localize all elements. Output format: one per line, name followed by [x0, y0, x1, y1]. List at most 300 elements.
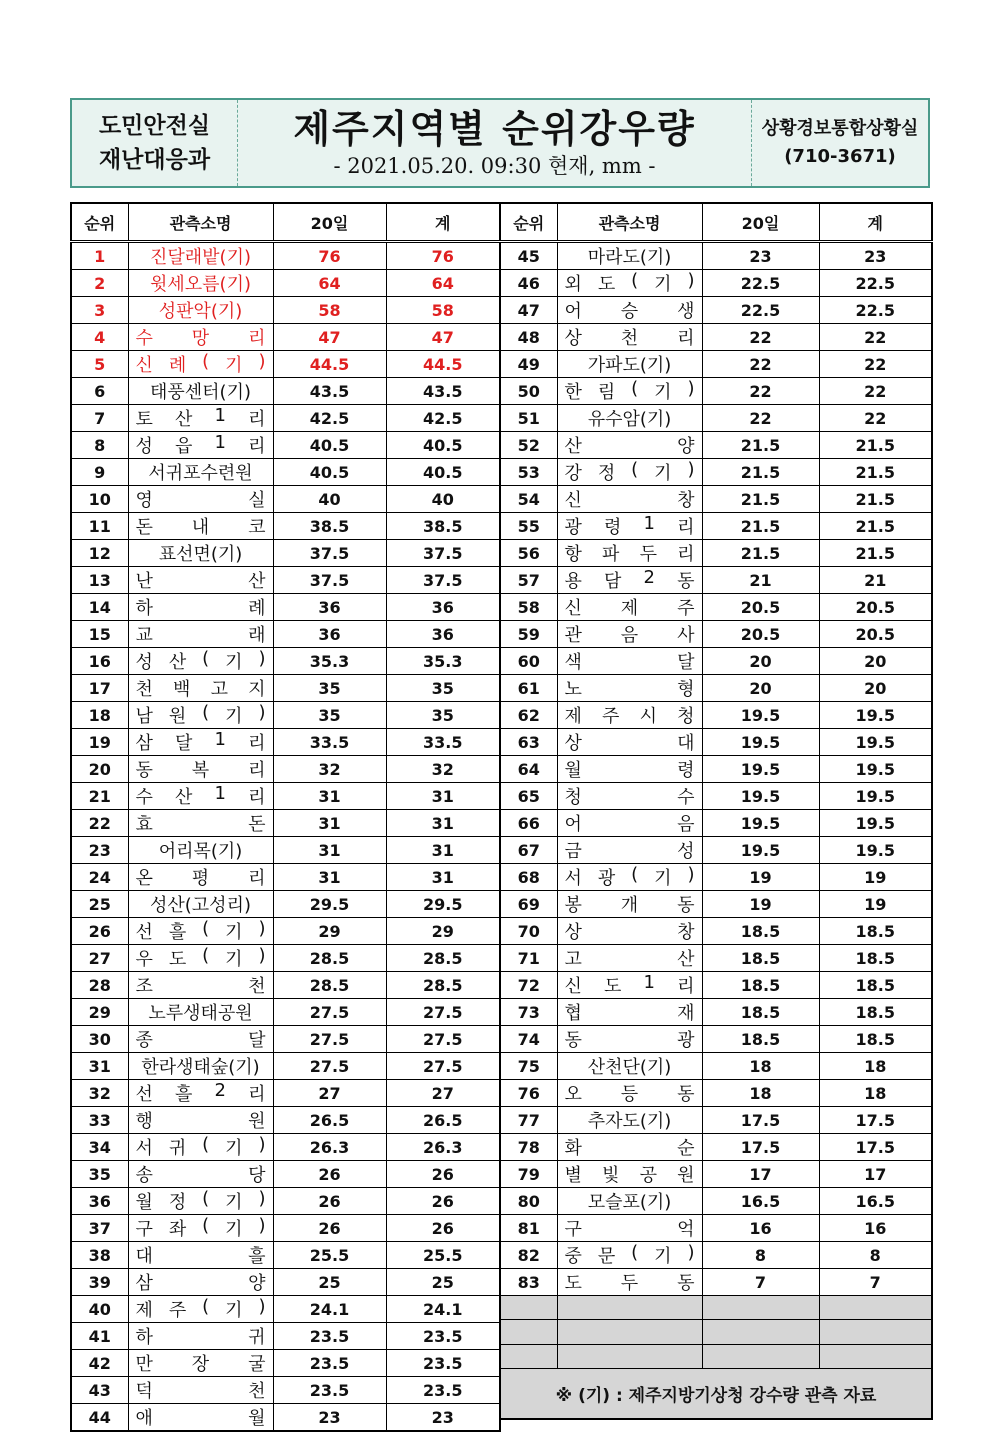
- station-name: 영 실: [135, 490, 266, 511]
- total-rainfall-cell: 17: [819, 1161, 932, 1188]
- station-name: 종 달: [135, 1030, 266, 1051]
- day-rainfall-cell: 40: [273, 486, 386, 513]
- rank-cell: 23: [71, 837, 128, 864]
- day-rainfall-cell: 26.3: [273, 1134, 386, 1161]
- table-row: [500, 675, 932, 702]
- table-row: [500, 324, 932, 351]
- table-row: [500, 945, 932, 972]
- rank-cell: 61: [500, 675, 557, 702]
- station-name-cell: [128, 1161, 273, 1188]
- rank-cell: 21: [71, 783, 128, 810]
- empty-cell: [819, 1344, 932, 1368]
- report-title: 제주지역별 순위강우량: [293, 107, 696, 151]
- table-row: [500, 756, 932, 783]
- station-name: 선 흘 2 리: [135, 1080, 266, 1105]
- rank-cell: 68: [500, 864, 557, 891]
- column-header-total: 계: [819, 203, 932, 242]
- total-rainfall-cell: 7: [819, 1269, 932, 1296]
- total-rainfall-cell: 23: [819, 242, 932, 270]
- station-name-cell: [557, 567, 702, 594]
- table-row: [71, 324, 500, 351]
- station-name: 금 성: [564, 841, 695, 862]
- station-name: 노루생태공원: [148, 1003, 253, 1024]
- total-rainfall-cell: 22.5: [819, 270, 932, 297]
- rank-cell: 32: [71, 1080, 128, 1107]
- day-rainfall-cell: 36: [273, 621, 386, 648]
- rank-cell: 17: [71, 675, 128, 702]
- station-name-cell: [557, 621, 702, 648]
- table-row: [71, 756, 500, 783]
- day-rainfall-cell: 19.5: [702, 837, 819, 864]
- total-rainfall-cell: 37.5: [386, 567, 500, 594]
- station-name: 수 산 1 리: [135, 783, 266, 808]
- rank-cell: 59: [500, 621, 557, 648]
- empty-cell: [819, 1296, 932, 1320]
- station-name-cell: [128, 1080, 273, 1107]
- table-row: [71, 513, 500, 540]
- day-rainfall-cell: 17.5: [702, 1134, 819, 1161]
- station-name: 추자도(기): [587, 1111, 672, 1132]
- station-name-cell: [557, 918, 702, 945]
- rank-cell: 15: [71, 621, 128, 648]
- total-rainfall-cell: 26.3: [386, 1134, 500, 1161]
- rank-cell: 41: [71, 1323, 128, 1350]
- rank-cell: 73: [500, 999, 557, 1026]
- rank-cell: 20: [71, 756, 128, 783]
- table-row: [71, 864, 500, 891]
- station-name: 만 장 굴: [135, 1354, 266, 1375]
- report-subtitle: - 2021.05.20. 09:30 현재, mm -: [333, 154, 656, 178]
- station-name: 진달래밭(기): [150, 247, 251, 268]
- station-name: 산 양: [564, 436, 695, 457]
- day-rainfall-cell: 37.5: [273, 540, 386, 567]
- empty-row: [500, 1296, 932, 1320]
- station-name: 교 래: [135, 625, 266, 646]
- station-name: 봉 개 동: [564, 895, 695, 916]
- rank-cell: 48: [500, 324, 557, 351]
- station-name-cell: [128, 1296, 273, 1323]
- station-name: 청 수: [564, 787, 695, 808]
- total-rainfall-cell: 20.5: [819, 594, 932, 621]
- day-rainfall-cell: 20: [702, 675, 819, 702]
- station-name-cell: [557, 756, 702, 783]
- total-rainfall-cell: 27.5: [386, 1026, 500, 1053]
- day-rainfall-cell: 28.5: [273, 972, 386, 999]
- total-rainfall-cell: 31: [386, 810, 500, 837]
- table-row: [71, 702, 500, 729]
- station-name-cell: [128, 351, 273, 378]
- rank-cell: 81: [500, 1215, 557, 1242]
- total-rainfall-cell: 21.5: [819, 513, 932, 540]
- table-row: [500, 378, 932, 405]
- table-row: [71, 999, 500, 1026]
- total-rainfall-cell: 16.5: [819, 1188, 932, 1215]
- table-row: [500, 1242, 932, 1269]
- day-rainfall-cell: 21.5: [702, 513, 819, 540]
- empty-cell: [702, 1344, 819, 1368]
- total-rainfall-cell: 19: [819, 891, 932, 918]
- day-rainfall-cell: 25: [273, 1269, 386, 1296]
- station-name: 가파도(기): [587, 355, 672, 376]
- rank-cell: 10: [71, 486, 128, 513]
- day-rainfall-cell: 21.5: [702, 432, 819, 459]
- rank-cell: 33: [71, 1107, 128, 1134]
- station-name-cell: [557, 1107, 702, 1134]
- station-name-cell: [128, 864, 273, 891]
- table-row: [500, 864, 932, 891]
- total-rainfall-cell: 42.5: [386, 405, 500, 432]
- rank-cell: 29: [71, 999, 128, 1026]
- station-name-cell: [128, 675, 273, 702]
- day-rainfall-cell: 44.5: [273, 351, 386, 378]
- rank-cell: 50: [500, 378, 557, 405]
- total-rainfall-cell: 37.5: [386, 540, 500, 567]
- day-rainfall-cell: 27.5: [273, 1026, 386, 1053]
- total-rainfall-cell: 23.5: [386, 1350, 500, 1377]
- station-name-cell: [557, 297, 702, 324]
- table-row: [71, 351, 500, 378]
- station-name-cell: [557, 1026, 702, 1053]
- station-name: 월 령: [564, 760, 695, 781]
- station-name: 수 망 리: [135, 328, 266, 349]
- day-rainfall-cell: 22: [702, 405, 819, 432]
- station-name-cell: [128, 648, 273, 675]
- day-rainfall-cell: 7: [702, 1269, 819, 1296]
- table-row: [500, 621, 932, 648]
- table-row: [71, 1242, 500, 1269]
- day-rainfall-cell: 26: [273, 1161, 386, 1188]
- rank-cell: 9: [71, 459, 128, 486]
- station-name-cell: [557, 486, 702, 513]
- station-name: 외 도 ( 기 ): [564, 270, 695, 295]
- table-row: [71, 297, 500, 324]
- table-row: [71, 1323, 500, 1350]
- total-rainfall-cell: 32: [386, 756, 500, 783]
- empty-cell: [557, 1344, 702, 1368]
- table-row: [71, 972, 500, 999]
- rank-cell: 27: [71, 945, 128, 972]
- table-row: [500, 1161, 932, 1188]
- rank-cell: 30: [71, 1026, 128, 1053]
- column-header-day: 20일: [702, 203, 819, 242]
- day-rainfall-cell: 35.3: [273, 648, 386, 675]
- rank-cell: 65: [500, 783, 557, 810]
- table-row: [71, 540, 500, 567]
- station-name-cell: [128, 1107, 273, 1134]
- rank-cell: 46: [500, 270, 557, 297]
- station-name-cell: [557, 1188, 702, 1215]
- station-name-cell: [557, 945, 702, 972]
- station-name-cell: [128, 1053, 273, 1080]
- station-name: 제 주 ( 기 ): [135, 1296, 266, 1321]
- station-name: 산천단(기): [587, 1057, 672, 1078]
- table-row: [500, 486, 932, 513]
- station-name: 색 달: [564, 652, 695, 673]
- rank-cell: 8: [71, 432, 128, 459]
- total-rainfall-cell: 19.5: [819, 702, 932, 729]
- rank-cell: 64: [500, 756, 557, 783]
- station-name-cell: [128, 1134, 273, 1161]
- day-rainfall-cell: 33.5: [273, 729, 386, 756]
- total-rainfall-cell: 18.5: [819, 945, 932, 972]
- station-name: 성산(고성리): [150, 895, 251, 916]
- total-rainfall-cell: 23.5: [386, 1377, 500, 1404]
- table-row: [71, 1269, 500, 1296]
- station-name: 신 도 1 리: [564, 972, 695, 997]
- report-header: [70, 98, 930, 188]
- station-name: 상 천 리: [564, 328, 695, 349]
- day-rainfall-cell: 43.5: [273, 378, 386, 405]
- rank-cell: 66: [500, 810, 557, 837]
- station-name-cell: [128, 1188, 273, 1215]
- rank-cell: 38: [71, 1242, 128, 1269]
- total-rainfall-cell: 35.3: [386, 648, 500, 675]
- day-rainfall-cell: 17: [702, 1161, 819, 1188]
- day-rainfall-cell: 35: [273, 675, 386, 702]
- station-name-cell: [557, 432, 702, 459]
- table-row: [500, 594, 932, 621]
- station-name: 하 귀: [135, 1327, 266, 1348]
- table-row: [500, 1269, 932, 1296]
- station-name-cell: [128, 918, 273, 945]
- day-rainfall-cell: 21.5: [702, 459, 819, 486]
- rank-cell: 34: [71, 1134, 128, 1161]
- station-name-cell: [557, 891, 702, 918]
- rank-cell: 24: [71, 864, 128, 891]
- station-name-cell: [128, 513, 273, 540]
- day-rainfall-cell: 19.5: [702, 729, 819, 756]
- station-name: 천 백 고 지: [135, 679, 266, 700]
- table-row: [500, 297, 932, 324]
- rainfall-table-left: [70, 202, 501, 1432]
- station-name: 남 원 ( 기 ): [135, 702, 266, 727]
- day-rainfall-cell: 25.5: [273, 1242, 386, 1269]
- station-name-cell: [557, 594, 702, 621]
- table-row: [71, 1215, 500, 1242]
- station-name-cell: [128, 486, 273, 513]
- station-name: 상 창: [564, 922, 695, 943]
- station-name: 성 산 ( 기 ): [135, 648, 266, 673]
- station-name: 노 형: [564, 679, 695, 700]
- table-row: [71, 1350, 500, 1377]
- rank-cell: 2: [71, 270, 128, 297]
- total-rainfall-cell: 19.5: [819, 783, 932, 810]
- station-name-cell: [557, 864, 702, 891]
- total-rainfall-cell: 22: [819, 324, 932, 351]
- station-name-cell: [128, 1404, 273, 1432]
- table-row: [500, 1215, 932, 1242]
- station-name: 용 담 2 동: [564, 567, 695, 592]
- total-rainfall-cell: 31: [386, 837, 500, 864]
- rank-cell: 12: [71, 540, 128, 567]
- empty-cell: [500, 1344, 557, 1368]
- day-rainfall-cell: 31: [273, 864, 386, 891]
- day-rainfall-cell: 40.5: [273, 432, 386, 459]
- day-rainfall-cell: 35: [273, 702, 386, 729]
- station-name-cell: [557, 324, 702, 351]
- table-row: [71, 783, 500, 810]
- day-rainfall-cell: 18.5: [702, 945, 819, 972]
- rank-cell: 55: [500, 513, 557, 540]
- total-rainfall-cell: 19: [819, 864, 932, 891]
- station-name-cell: [128, 1377, 273, 1404]
- table-row: [500, 1080, 932, 1107]
- rank-cell: 39: [71, 1269, 128, 1296]
- day-rainfall-cell: 23: [273, 1404, 386, 1432]
- day-rainfall-cell: 37.5: [273, 567, 386, 594]
- rank-cell: 5: [71, 351, 128, 378]
- rank-cell: 43: [71, 1377, 128, 1404]
- total-rainfall-cell: 18.5: [819, 999, 932, 1026]
- empty-cell: [500, 1296, 557, 1320]
- rank-cell: 13: [71, 567, 128, 594]
- total-rainfall-cell: 18: [819, 1053, 932, 1080]
- day-rainfall-cell: 29: [273, 918, 386, 945]
- station-name-cell: [557, 1053, 702, 1080]
- table-row: [500, 648, 932, 675]
- rank-cell: 4: [71, 324, 128, 351]
- station-name-cell: [128, 242, 273, 270]
- table-row: [71, 621, 500, 648]
- total-rainfall-cell: 26: [386, 1161, 500, 1188]
- station-name: 도 두 동: [564, 1273, 695, 1294]
- day-rainfall-cell: 58: [273, 297, 386, 324]
- total-rainfall-cell: 21.5: [819, 540, 932, 567]
- station-name-cell: [557, 378, 702, 405]
- total-rainfall-cell: 40: [386, 486, 500, 513]
- total-rainfall-cell: 28.5: [386, 945, 500, 972]
- rank-cell: 22: [71, 810, 128, 837]
- day-rainfall-cell: 23.5: [273, 1350, 386, 1377]
- total-rainfall-cell: 18: [819, 1080, 932, 1107]
- day-rainfall-cell: 19.5: [702, 783, 819, 810]
- day-rainfall-cell: 38.5: [273, 513, 386, 540]
- station-name: 하 례: [135, 598, 266, 619]
- table-row: [500, 729, 932, 756]
- station-name: 신 창: [564, 490, 695, 511]
- station-name: 구 억: [564, 1219, 695, 1240]
- station-name-cell: [557, 972, 702, 999]
- day-rainfall-cell: 22: [702, 351, 819, 378]
- total-rainfall-cell: 47: [386, 324, 500, 351]
- day-rainfall-cell: 18.5: [702, 1026, 819, 1053]
- station-name-cell: [557, 1215, 702, 1242]
- total-rainfall-cell: 21.5: [819, 432, 932, 459]
- total-rainfall-cell: 36: [386, 621, 500, 648]
- station-name-cell: [128, 972, 273, 999]
- rainfall-table-right: [499, 202, 933, 1420]
- station-name: 고 산: [564, 949, 695, 970]
- station-name: 신 례 ( 기 ): [135, 351, 266, 376]
- day-rainfall-cell: 21.5: [702, 486, 819, 513]
- day-rainfall-cell: 18: [702, 1080, 819, 1107]
- station-name-cell: [128, 540, 273, 567]
- total-rainfall-cell: 19.5: [819, 756, 932, 783]
- table-row: [71, 486, 500, 513]
- station-name: 우 도 ( 기 ): [135, 945, 266, 970]
- empty-cell: [500, 1320, 557, 1344]
- table-row: [71, 1134, 500, 1161]
- day-rainfall-cell: 27.5: [273, 999, 386, 1026]
- table-row: [71, 1053, 500, 1080]
- total-rainfall-cell: 25.5: [386, 1242, 500, 1269]
- rank-cell: 62: [500, 702, 557, 729]
- rank-cell: 63: [500, 729, 557, 756]
- day-rainfall-cell: 26: [273, 1215, 386, 1242]
- rank-cell: 74: [500, 1026, 557, 1053]
- station-name-cell: [557, 540, 702, 567]
- station-name: 돈 내 코: [135, 517, 266, 538]
- table-row: [71, 648, 500, 675]
- rank-cell: 1: [71, 242, 128, 270]
- total-rainfall-cell: 20.5: [819, 621, 932, 648]
- rank-cell: 6: [71, 378, 128, 405]
- station-name-cell: [557, 1161, 702, 1188]
- day-rainfall-cell: 23.5: [273, 1377, 386, 1404]
- station-name: 중 문 ( 기 ): [564, 1242, 695, 1267]
- table-row: [71, 1188, 500, 1215]
- total-rainfall-cell: 18.5: [819, 1026, 932, 1053]
- total-rainfall-cell: 26: [386, 1188, 500, 1215]
- day-rainfall-cell: 31: [273, 783, 386, 810]
- station-name-cell: [128, 378, 273, 405]
- station-name: 애 월: [135, 1408, 266, 1429]
- day-rainfall-cell: 31: [273, 810, 386, 837]
- table-row: [71, 1296, 500, 1323]
- total-rainfall-cell: 27.5: [386, 999, 500, 1026]
- station-name: 조 천: [135, 976, 266, 997]
- station-name-cell: [128, 297, 273, 324]
- total-rainfall-cell: 19.5: [819, 810, 932, 837]
- rank-cell: 47: [500, 297, 557, 324]
- table-row: [71, 459, 500, 486]
- station-name: 표선면(기): [158, 544, 243, 565]
- table-row: [500, 972, 932, 999]
- empty-cell: [557, 1320, 702, 1344]
- station-name-cell: [557, 648, 702, 675]
- total-rainfall-cell: 36: [386, 594, 500, 621]
- station-name: 서귀포수련원: [148, 463, 253, 484]
- station-name: 선 흘 ( 기 ): [135, 918, 266, 943]
- day-rainfall-cell: 21: [702, 567, 819, 594]
- station-name-cell: [128, 1323, 273, 1350]
- table-row: [71, 567, 500, 594]
- table-row: [71, 891, 500, 918]
- station-name-cell: [128, 432, 273, 459]
- table-row: [71, 837, 500, 864]
- day-rainfall-cell: 36: [273, 594, 386, 621]
- table-row: [71, 405, 500, 432]
- rank-cell: 57: [500, 567, 557, 594]
- table-row: [500, 432, 932, 459]
- station-name: 구 좌 ( 기 ): [135, 1215, 266, 1240]
- total-rainfall-cell: 20: [819, 675, 932, 702]
- station-name-cell: [128, 594, 273, 621]
- empty-cell: [702, 1320, 819, 1344]
- table-row: [71, 945, 500, 972]
- station-name: 별 빛 공 원: [564, 1165, 695, 1186]
- day-rainfall-cell: 31: [273, 837, 386, 864]
- rank-cell: 75: [500, 1053, 557, 1080]
- station-name-cell: [557, 1080, 702, 1107]
- department-line-2: 재난대응과: [98, 147, 211, 173]
- total-rainfall-cell: 38.5: [386, 513, 500, 540]
- rank-cell: 42: [71, 1350, 128, 1377]
- rank-cell: 26: [71, 918, 128, 945]
- total-rainfall-cell: 8: [819, 1242, 932, 1269]
- rank-cell: 76: [500, 1080, 557, 1107]
- table-row: [500, 1053, 932, 1080]
